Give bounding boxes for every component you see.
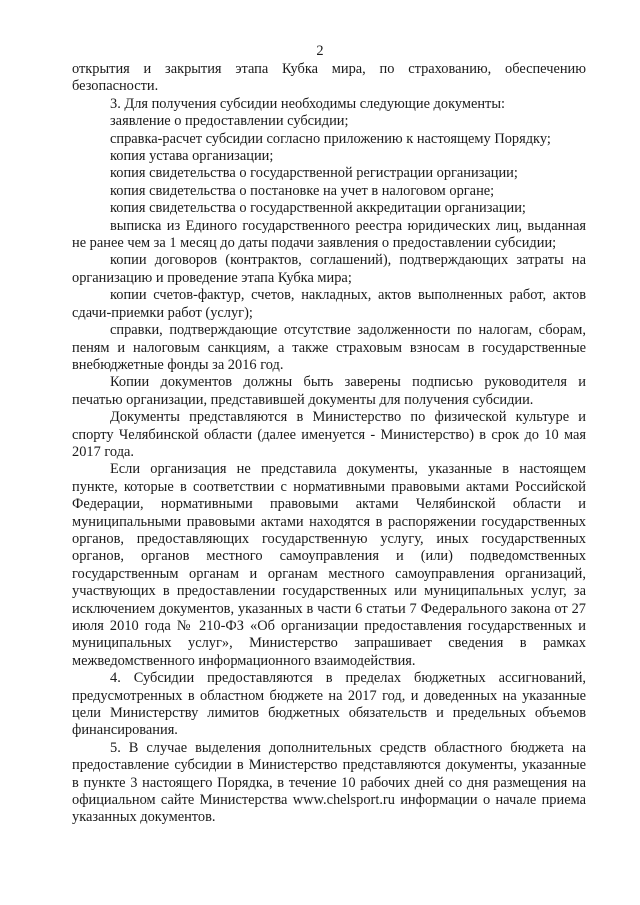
paragraph: 4. Субсидии предоставляются в пределах бюджетных ассигнований, предусмотренных в областном бюджете на 2017 год, и доведенных на указанные цели Министерству лимитов бюджетных обязательств и предельных объемов финансирования.: [72, 670, 586, 739]
list-item: копия устава организации;: [110, 148, 274, 165]
list-item: копия свидетельства о государственной регистрации организации;: [110, 165, 518, 182]
list-item: справки, подтверждающие отсутствие задолженности по налогам, сборам, пеням и налоговым санкциям, а также страховым взносам в государственные внебюджетные фонды за 2016 год.: [72, 322, 586, 373]
list-item: заявление о предоставлении субсидии;: [110, 113, 349, 130]
paragraph: 5. В случае выделения дополнительных средств областного бюджета на предоставление субсидии в Министерство представляются документы, указанные в пункте 3 настоящего Порядка, в течение 10 рабочих дней со дня размещения на официальном сайте Министерства www.chelsport.ru информации о начале приема указанных документов.: [72, 739, 586, 826]
list-item: справка-расчет субсидии согласно приложению к настоящему Порядку;: [110, 130, 551, 147]
paragraph: 3. Для получения субсидии необходимы следующие документы:: [110, 95, 506, 112]
paragraph: открытия и закрытия этапа Кубка мира, по страхованию, обеспечению безопасности.: [72, 61, 586, 95]
paragraph: Документы представляются в Министерство по физической культуре и спорту Челябинской области (далее именуется - Министерство) в срок до 10 мая 2017 года.: [72, 409, 586, 460]
document-body: [72, 61, 586, 827]
list-item: копия свидетельства о постановке на учет в налоговом органе;: [110, 182, 495, 199]
list-item: копия свидетельства о государственной аккредитации организации;: [110, 200, 526, 217]
paragraph: Если организация не представила документы, указанные в настоящем пункте, которые в соответствии с нормативными правовыми актами Российской Федерации, нормативными правовыми актами Челябинской области и муниципальными правовыми актами находятся в распоряжении государственных органов, предоставляющих государственную услугу, иных государственных органов, органов местного самоуправления и (или) подведомственных государственным органам и органам местного самоуправления организаций, участвующих в предоставлении государственных или муниципальных услуг, за исключением документов, указанных в части 6 статьи 7 Федерального закона от 27 июля 2010 года № 210-ФЗ «Об организации предоставления государственных и муниципальных услуг», Министерство запрашивает сведения в рамках межведомственного информационного взаимодействия.: [72, 461, 586, 669]
page-number: 2: [316, 43, 324, 59]
list-item: копии счетов-фактур, счетов, накладных, актов выполненных работ, актов сдачи-приемки работ (услуг);: [72, 287, 586, 321]
list-item: выписка из Единого государственного реестра юридических лиц, выданная не ранее чем за 1 месяц до даты подачи заявления о предоставлении субсидии;: [72, 217, 586, 252]
list-item: копии договоров (контрактов, соглашений), подтверждающих затраты на организацию и проведение этапа Кубка мира;: [72, 252, 586, 286]
paragraph: Копии документов должны быть заверены подписью руководителя и печатью организации, представившей документы для получения субсидии.: [72, 374, 586, 408]
